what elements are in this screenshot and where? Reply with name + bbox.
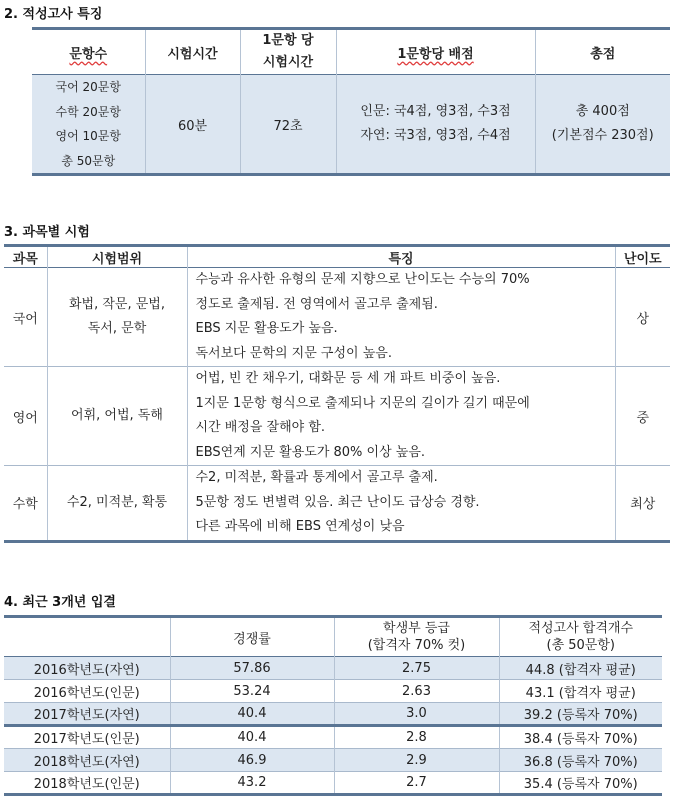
count-cell: 36.8 (등록자 70%): [523, 754, 638, 770]
year-cell: 2017학년도(인문): [4, 726, 170, 749]
header-difficulty: 난이도: [623, 251, 662, 267]
header-range: 시험범위: [47, 246, 187, 268]
rate-cell: 40.4: [170, 703, 334, 726]
header-competition: 경쟁률: [170, 617, 334, 657]
year-cell: 2018학년도(자연): [4, 749, 170, 772]
year-cell: 2016학년도(자연): [4, 657, 170, 680]
count-cell: 43.1 (합격자 평균): [525, 685, 636, 701]
section2-title: 2. 적성고사 특징: [4, 7, 103, 22]
header-features: 특징: [187, 246, 615, 268]
difficulty-cell: 중: [636, 410, 650, 426]
subject-exam-table: [4, 244, 670, 543]
count-cell: 38.4 (등록자 70%): [523, 732, 638, 747]
header-pass-count: 적성고사 합격개수 (총 50문항): [528, 621, 634, 653]
header-exam-time: 시험시간: [145, 29, 240, 75]
grade-cell: 2.75: [334, 657, 499, 680]
difficulty-cell: 상: [636, 311, 650, 327]
year-cell: 2016학년도(인문): [4, 680, 170, 703]
grade-cell: 2.7: [334, 772, 499, 795]
rate-cell: 57.86: [170, 657, 334, 680]
rate-cell: 53.24: [170, 680, 334, 703]
features-cell: 수능과 유사한 유형의 문제 지향으로 난이도는 수능의 70% 정도로 출제됨. 전 영역에서 골고루 출제됨. EBS 지문 활용도가 높음. 독서보다 문학의 지문 구성이 높음.: [187, 268, 615, 367]
header-questions: 문항수: [32, 29, 145, 75]
admissions-table: [4, 615, 662, 796]
range-cell: 화법, 작문, 문법, 독서, 문학: [47, 268, 187, 367]
subject-cell: 영어: [4, 367, 47, 466]
exam-features-table: [32, 27, 670, 176]
total-cell: 총 400점 (기본점수 230점): [551, 103, 654, 143]
exam-time-cell: 60분: [145, 75, 240, 175]
header-subject: 과목: [4, 246, 47, 268]
subject-cell: 국어: [4, 268, 47, 367]
range-cell: 수2, 미적분, 확통: [47, 466, 187, 542]
section4-title: 4. 최근 3개년 입결: [4, 595, 116, 610]
table-row: [4, 772, 662, 795]
rate-cell: 40.4: [170, 726, 334, 749]
grade-cell: 3.0: [334, 703, 499, 726]
table-row: [4, 703, 662, 726]
header-total: 총점: [590, 46, 616, 62]
features-cell: 어법, 빈 칸 채우기, 대화문 등 세 개 파트 비중이 높음. 1지문 1문항 형식으로 출제되나 지문의 길이가 길기 때문에 시간 배정을 잘해야 함. EBS연계 지문 활용도가 80% 이상 높음.: [187, 367, 615, 466]
grade-cell: 2.9: [334, 749, 499, 772]
section3-title: 3. 과목별 시험: [4, 225, 90, 240]
header-points: 1문항당 배점: [336, 29, 535, 75]
table-row: [4, 680, 662, 703]
grade-cell: 2.8: [334, 726, 499, 749]
points-cell: 인문: 국4점, 영3점, 수3점 자연: 국3점, 영3점, 수4점: [336, 75, 535, 175]
count-cell: 44.8 (합격자 평균): [525, 662, 636, 678]
table-row: [4, 726, 662, 749]
per-question-time-cell: 72초: [240, 75, 336, 175]
features-cell: 수2, 미적분, 확률과 통계에서 골고루 출제. 5문항 정도 변별력 있음. 최근 난이도 급상승 경향. 다른 과목에 비해 EBS 연계성이 낮음: [187, 466, 615, 542]
year-cell: 2018학년도(인문): [4, 772, 170, 795]
count-cell: 35.4 (등록자 70%): [523, 777, 638, 792]
header-blank: [4, 617, 170, 657]
count-cell: 39.2 (등록자 70%): [523, 708, 638, 723]
range-cell: 어휘, 어법, 독해: [47, 367, 187, 466]
header-per-question-time: 1문항 당 시험시간: [240, 29, 336, 75]
header-grade: 학생부 등급 (합격자 70% 컷): [334, 617, 499, 657]
year-cell: 2017학년도(자연): [4, 703, 170, 726]
subject-row-math: [4, 466, 670, 542]
subject-row-english: [4, 367, 670, 466]
subject-row-korean: [4, 268, 670, 367]
difficulty-cell: 최상: [630, 497, 656, 513]
rate-cell: 46.9: [170, 749, 334, 772]
table-row: [4, 749, 662, 772]
table-row: [4, 657, 662, 680]
grade-cell: 2.63: [334, 680, 499, 703]
rate-cell: 43.2: [170, 772, 334, 795]
questions-cell: 국어 20문항 수학 20문항 영어 10문항 총 50문항: [32, 75, 145, 175]
subject-cell: 수학: [4, 466, 47, 542]
